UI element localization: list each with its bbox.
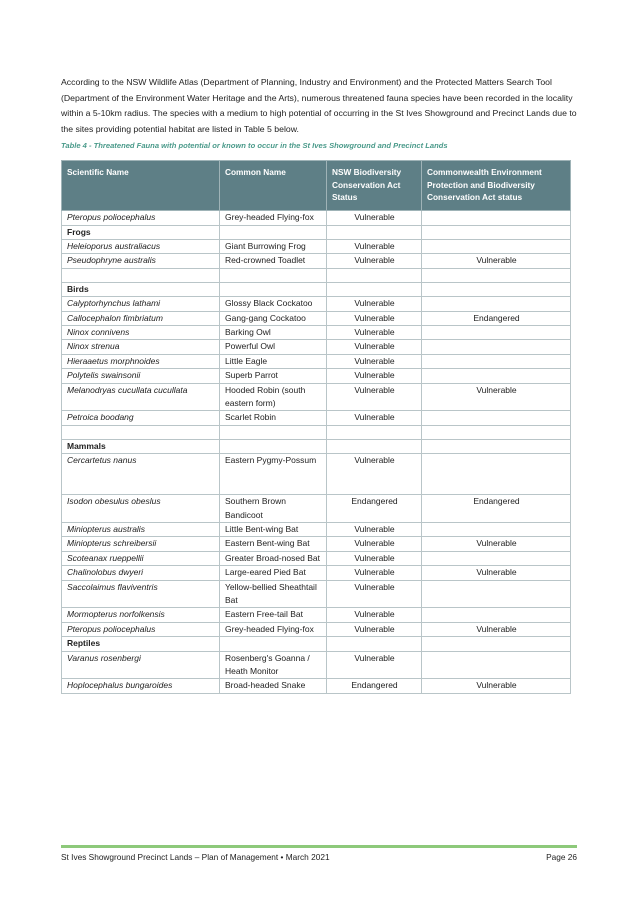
cell-commonwealth-status: Endangered	[422, 495, 571, 523]
table-spacer-row	[62, 268, 571, 282]
cell-nsw-status: Vulnerable	[327, 239, 422, 253]
cell-common-name: Hooded Robin (south eastern form)	[220, 383, 327, 411]
cell-commonwealth-status	[422, 454, 571, 495]
cell-commonwealth-status	[422, 608, 571, 622]
cell-nsw-status: Vulnerable	[327, 354, 422, 368]
table-row	[62, 239, 571, 253]
cell-commonwealth-status	[422, 354, 571, 368]
cell-common-name: Rosenberg's Goanna / Heath Monitor	[220, 651, 327, 679]
cell-scientific-name: Saccolaimus flaviventris	[62, 580, 220, 608]
cell-scientific-name: Varanus rosenbergi	[62, 651, 220, 679]
cell-commonwealth-status: Endangered	[422, 311, 571, 325]
cell-nsw-status: Vulnerable	[327, 411, 422, 425]
table-row	[62, 383, 571, 411]
table-header-row	[62, 161, 571, 211]
footer-page-number: Page 26	[546, 852, 577, 862]
table-row	[62, 679, 571, 693]
table-group-row	[62, 282, 571, 296]
table-row	[62, 551, 571, 565]
cell-nsw-status: Endangered	[327, 679, 422, 693]
cell-nsw-status: Vulnerable	[327, 622, 422, 636]
cell-commonwealth-status	[422, 211, 571, 225]
cell-common-name: Eastern Free-tail Bat	[220, 608, 327, 622]
cell-nsw-status	[327, 637, 422, 651]
cell-commonwealth-status: Vulnerable	[422, 622, 571, 636]
cell-common-name: Southern Brown Bandicoot	[220, 495, 327, 523]
cell-scientific-name: Callocephalon fimbriatum	[62, 311, 220, 325]
cell-scientific-name: Birds	[62, 282, 220, 296]
cell-common-name: Yellow-bellied Sheathtail Bat	[220, 580, 327, 608]
cell-common-name: Superb Parrot	[220, 369, 327, 383]
cell-nsw-status: Vulnerable	[327, 580, 422, 608]
cell-common-name: Red-crowned Toadlet	[220, 254, 327, 268]
table-row	[62, 411, 571, 425]
cell-nsw-status: Vulnerable	[327, 211, 422, 225]
cell-nsw-status: Vulnerable	[327, 369, 422, 383]
cell-nsw-status: Vulnerable	[327, 254, 422, 268]
cell-scientific-name: Cercartetus nanus	[62, 454, 220, 495]
cell-nsw-status: Vulnerable	[327, 454, 422, 495]
cell-commonwealth-status	[422, 239, 571, 253]
cell-scientific-name: Miniopterus australis	[62, 523, 220, 537]
cell-nsw-status: Vulnerable	[327, 383, 422, 411]
cell-scientific-name: Mormopterus norfolkensis	[62, 608, 220, 622]
column-header-commonwealth-status: Commonwealth Environment Protection and Biodiversity Conservation Act status	[422, 161, 571, 211]
cell-nsw-status: Endangered	[327, 495, 422, 523]
cell-scientific-name: Ninox connivens	[62, 325, 220, 339]
cell-common-name: Grey-headed Flying-fox	[220, 622, 327, 636]
table-spacer-row	[62, 425, 571, 439]
cell-scientific-name: Mammals	[62, 439, 220, 453]
cell-commonwealth-status: Vulnerable	[422, 537, 571, 551]
table-row	[62, 580, 571, 608]
cell-common-name	[220, 282, 327, 296]
cell-nsw-status: Vulnerable	[327, 325, 422, 339]
cell-scientific-name: Reptiles	[62, 637, 220, 651]
table-row	[62, 608, 571, 622]
cell-scientific-name: Miniopterus schreibersii	[62, 537, 220, 551]
cell-common-name: Broad-headed Snake	[220, 679, 327, 693]
cell-nsw-status	[327, 425, 422, 439]
cell-commonwealth-status	[422, 297, 571, 311]
cell-common-name: Giant Burrowing Frog	[220, 239, 327, 253]
cell-scientific-name: Hieraaetus morphnoides	[62, 354, 220, 368]
cell-scientific-name	[62, 268, 220, 282]
cell-nsw-status: Vulnerable	[327, 566, 422, 580]
cell-common-name: Barking Owl	[220, 325, 327, 339]
cell-commonwealth-status	[422, 651, 571, 679]
table-group-row	[62, 225, 571, 239]
cell-scientific-name: Petroica boodang	[62, 411, 220, 425]
cell-common-name	[220, 425, 327, 439]
cell-common-name: Little Bent-wing Bat	[220, 523, 327, 537]
table-row	[62, 340, 571, 354]
cell-commonwealth-status: Vulnerable	[422, 254, 571, 268]
cell-commonwealth-status	[422, 369, 571, 383]
table-row	[62, 211, 571, 225]
cell-nsw-status	[327, 282, 422, 296]
cell-nsw-status: Vulnerable	[327, 311, 422, 325]
cell-commonwealth-status	[422, 551, 571, 565]
cell-common-name: Gang-gang Cockatoo	[220, 311, 327, 325]
cell-scientific-name: Polytelis swainsonii	[62, 369, 220, 383]
cell-scientific-name	[62, 425, 220, 439]
cell-commonwealth-status	[422, 439, 571, 453]
table-row	[62, 369, 571, 383]
cell-common-name	[220, 637, 327, 651]
cell-scientific-name: Pteropus poliocephalus	[62, 211, 220, 225]
cell-commonwealth-status: Vulnerable	[422, 383, 571, 411]
table-caption: Table 4 - Threatened Fauna with potential or known to occur in the St Ives Showground and Precinct Lands	[61, 141, 448, 150]
cell-nsw-status: Vulnerable	[327, 537, 422, 551]
table-row	[62, 622, 571, 636]
table-row	[62, 495, 571, 523]
cell-scientific-name: Frogs	[62, 225, 220, 239]
cell-common-name: Eastern Bent-wing Bat	[220, 537, 327, 551]
cell-scientific-name: Isodon obesulus obeslus	[62, 495, 220, 523]
cell-commonwealth-status	[422, 340, 571, 354]
cell-nsw-status: Vulnerable	[327, 523, 422, 537]
table-group-row	[62, 637, 571, 651]
cell-scientific-name: Chalinolobus dwyeri	[62, 566, 220, 580]
cell-nsw-status: Vulnerable	[327, 297, 422, 311]
cell-commonwealth-status	[422, 268, 571, 282]
cell-commonwealth-status	[422, 580, 571, 608]
table-row	[62, 566, 571, 580]
cell-commonwealth-status	[422, 425, 571, 439]
footer-document-title: St Ives Showground Precinct Lands – Plan of Management • March 2021	[61, 852, 330, 862]
cell-commonwealth-status	[422, 411, 571, 425]
cell-common-name: Eastern Pygmy-Possum	[220, 454, 327, 495]
column-header-common-name: Common Name	[220, 161, 327, 211]
cell-nsw-status: Vulnerable	[327, 340, 422, 354]
table-row	[62, 254, 571, 268]
cell-nsw-status: Vulnerable	[327, 651, 422, 679]
cell-common-name: Powerful Owl	[220, 340, 327, 354]
cell-common-name	[220, 225, 327, 239]
cell-nsw-status	[327, 225, 422, 239]
cell-common-name: Grey-headed Flying-fox	[220, 211, 327, 225]
intro-paragraph: According to the NSW Wildlife Atlas (Department of Planning, Industry and Environment) and the Protected Matters Search Tool (Department of the Environment Water Heritage and the Arts), numerous threatened fauna species have been recorded in the locality within a 5-10km radius. The species with a medium to high potential of occurring in the St Ives Showground and Precinct Lands due to the sites providing potential habitat are listed in Table 5 below.	[61, 77, 577, 134]
cell-scientific-name: Calyptorhynchus lathami	[62, 297, 220, 311]
cell-commonwealth-status	[422, 225, 571, 239]
table-row	[62, 454, 571, 495]
cell-commonwealth-status	[422, 325, 571, 339]
cell-commonwealth-status	[422, 637, 571, 651]
cell-common-name: Greater Broad-nosed Bat	[220, 551, 327, 565]
cell-scientific-name: Melanodryas cucullata cucullata	[62, 383, 220, 411]
cell-nsw-status	[327, 439, 422, 453]
cell-nsw-status	[327, 268, 422, 282]
table-row	[62, 537, 571, 551]
cell-nsw-status: Vulnerable	[327, 608, 422, 622]
column-header-nsw-status: NSW Biodiversity Conservation Act Status	[327, 161, 422, 211]
column-header-scientific-name: Scientific Name	[62, 161, 220, 211]
cell-common-name	[220, 268, 327, 282]
cell-nsw-status: Vulnerable	[327, 551, 422, 565]
cell-common-name: Little Eagle	[220, 354, 327, 368]
cell-commonwealth-status: Vulnerable	[422, 679, 571, 693]
cell-common-name: Large-eared Pied Bat	[220, 566, 327, 580]
cell-commonwealth-status	[422, 523, 571, 537]
threatened-fauna-table	[61, 160, 571, 694]
table-row	[62, 523, 571, 537]
table-group-row	[62, 439, 571, 453]
cell-scientific-name: Pteropus poliocephalus	[62, 622, 220, 636]
table-row	[62, 297, 571, 311]
cell-common-name	[220, 439, 327, 453]
cell-commonwealth-status	[422, 282, 571, 296]
cell-common-name: Scarlet Robin	[220, 411, 327, 425]
table-row	[62, 311, 571, 325]
footer-rule	[61, 845, 577, 848]
cell-common-name: Glossy Black Cockatoo	[220, 297, 327, 311]
table-row	[62, 325, 571, 339]
cell-scientific-name: Heleioporus australiacus	[62, 239, 220, 253]
cell-scientific-name: Hoplocephalus bungaroides	[62, 679, 220, 693]
table-row	[62, 354, 571, 368]
cell-scientific-name: Scoteanax rueppellii	[62, 551, 220, 565]
cell-scientific-name: Ninox strenua	[62, 340, 220, 354]
cell-commonwealth-status: Vulnerable	[422, 566, 571, 580]
table-row	[62, 651, 571, 679]
cell-scientific-name: Pseudophryne australis	[62, 254, 220, 268]
